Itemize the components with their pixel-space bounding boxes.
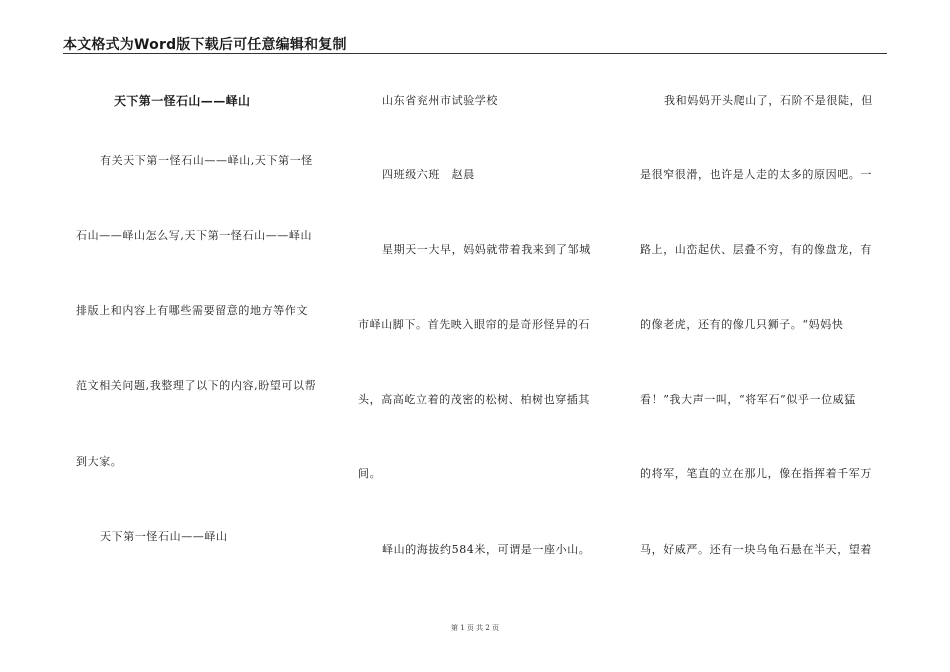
paragraph-line: 天下第一怪石山——峄山 [100, 530, 228, 543]
paragraph-line: 峄山的海拔约584米，可谓是一座小山。 [382, 543, 591, 556]
paragraph-line: 看！”我大声一叫，“将军石”似乎一位威猛 [640, 393, 856, 406]
paragraph-line: 市峄山脚下。首先映入眼帘的是奇形怪异的石 [358, 318, 590, 331]
paragraph-line: 的将军，笔直的立在那儿，像在指挥着千军万 [640, 467, 872, 480]
paragraph-line: 马，好威严。还有一块乌龟石悬在半天，望着 [640, 543, 872, 556]
paragraph-line: 头，高高屹立着的茂密的松树、柏树也穿插其 [358, 393, 590, 406]
paragraph-line: 范文相关问题,我整理了以下的内容,盼望可以帮 [76, 379, 317, 392]
document-header-title: 本文格式为Word版下载后可任意编辑和复制 [63, 37, 347, 53]
paragraph-line: 路上，山峦起伏、层叠不穷，有的像盘龙，有 [640, 243, 872, 256]
paragraph-line: 到大家。 [76, 455, 123, 468]
document-title: 天下第一怪石山——峄山 [114, 94, 251, 108]
paragraph-line: 间。 [358, 467, 382, 480]
paragraph-line: 四班级六班 赵晨 [382, 168, 475, 181]
paragraph-line: 山东省兖州市试验学校 [382, 94, 498, 107]
paragraph-line: 我和妈妈开头爬山了，石阶不是很陡，但 [664, 94, 873, 107]
paragraph-line: 是很窄很滑，也许是人走的太多的原因吧。一 [640, 168, 872, 181]
paragraph-line: 有关天下第一怪石山——峄山,天下第一怪 [100, 154, 313, 167]
paragraph-line: 的像老虎，还有的像几只狮子。“妈妈快 [640, 318, 844, 331]
paragraph-line: 排版上和内容上有哪些需要留意的地方等作文 [76, 304, 308, 317]
paragraph-line: 石山——峄山怎么写,天下第一怪石山——峄山 [76, 229, 313, 242]
page-number-footer: 第 1 页 共 2 页 [450, 624, 500, 632]
header-divider [63, 53, 887, 54]
paragraph-line: 星期天一大早，妈妈就带着我来到了邹城 [382, 243, 591, 256]
